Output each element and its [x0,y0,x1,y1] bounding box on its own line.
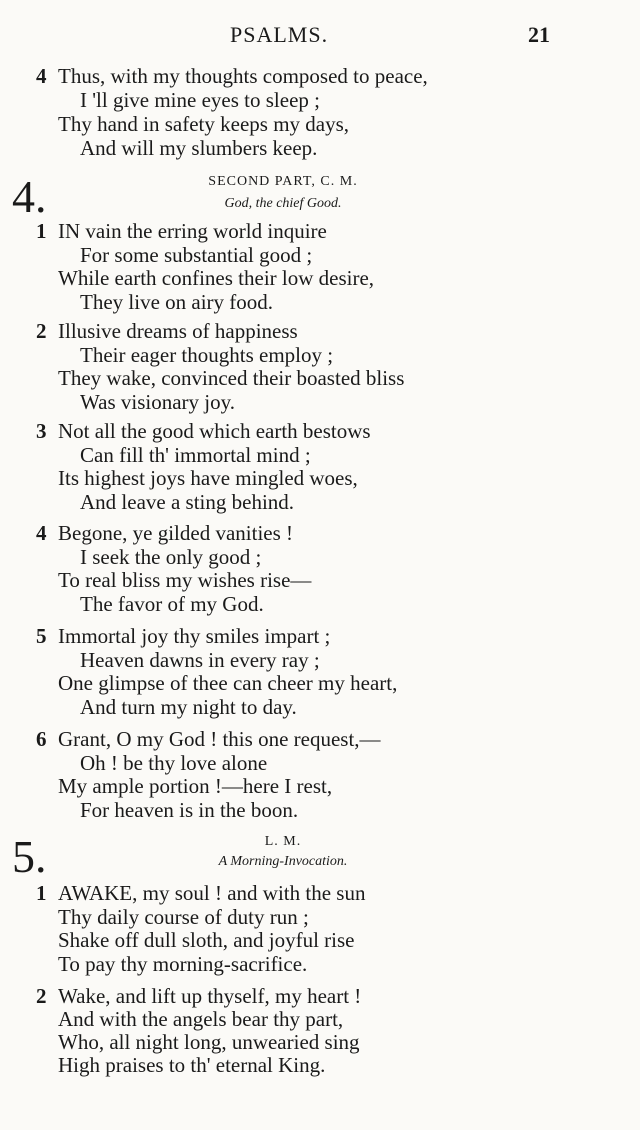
hymn-meter: SECOND PART, C. M. [208,174,358,189]
page-header [0,22,640,52]
verse-number: 6 [36,727,47,751]
verse-line: For some substantial good ; [80,243,313,267]
verse-line: Their eager thoughts employ ; [80,343,334,367]
verse-line: Thy hand in safety keeps my days, [58,112,350,136]
verse-line: Who, all night long, unwearied sing [58,1030,360,1054]
verse-line: I 'll give mine eyes to sleep ; [80,88,320,112]
verse-number: 2 [36,319,47,343]
verse-line: My ample portion !—here I rest, [58,774,333,798]
verse-line: Grant, O my God ! this one request,— [58,727,381,751]
hymn-subtitle: God, the chief Good. [224,196,342,211]
verse-line: And leave a sting behind. [80,490,295,514]
verse-number: 2 [36,984,47,1008]
page-number: 21 [528,22,550,47]
verse-line: Thus, with my thoughts composed to peace, [58,64,428,88]
verse-line: Can fill th' immortal mind ; [80,443,311,467]
verse-line: Thy daily course of duty run ; [58,905,309,929]
verse-number: 5 [36,624,47,648]
verse-line: Begone, ye gilded vanities ! [58,521,294,545]
verse-line: AWAKE, my soul ! and with the sun [58,881,366,905]
verse-number: 4 [36,64,47,88]
verse-line: Oh ! be thy love alone [80,751,268,775]
running-title: PSALMS. [230,22,329,47]
verse-line: Wake, and lift up thyself, my heart ! [58,984,362,1008]
verse-line: They live on airy food. [80,290,274,314]
hymn-number: 4. [12,171,47,222]
verse-line: IN vain the erring world inquire [58,219,327,243]
verse-line: I seek the only good ; [80,545,262,569]
verse-line: For heaven is in the boon. [80,798,299,822]
verse-line: Its highest joys have mingled woes, [58,466,358,490]
verse-line: Shake off dull sloth, and joyful rise [58,928,355,952]
verse-number: 4 [36,521,47,545]
verse-number: 3 [36,419,47,443]
verse-line: To real bliss my wishes rise— [58,568,312,592]
verse-line: Not all the good which earth bestows [58,419,371,443]
verse-line: And will my slumbers keep. [80,136,318,160]
verse-line: Illusive dreams of happiness [58,319,298,343]
hymn-number: 5. [12,831,47,882]
verse-line: Was visionary joy. [80,390,236,414]
verse-line: And with the angels bear thy part, [58,1007,344,1031]
verse-number: 1 [36,219,47,243]
verse-line: One glimpse of thee can cheer my heart, [58,671,398,695]
verse-number: 1 [36,881,47,905]
verse-line: Immortal joy thy smiles impart ; [58,624,331,648]
verse-line: Heaven dawns in every ray ; [80,648,320,672]
verse-line: And turn my night to day. [80,695,297,719]
verse-line: High praises to th' eternal King. [58,1053,326,1077]
hymn-subtitle: A Morning-Invocation. [218,854,348,869]
verse-line: To pay thy morning-sacrifice. [58,952,308,976]
hymn-meter: L. M. [264,834,302,849]
verse-line: The favor of my God. [80,592,264,616]
verse-line: They wake, convinced their boasted bliss [58,366,405,390]
verse-line: While earth confines their low desire, [58,266,375,290]
